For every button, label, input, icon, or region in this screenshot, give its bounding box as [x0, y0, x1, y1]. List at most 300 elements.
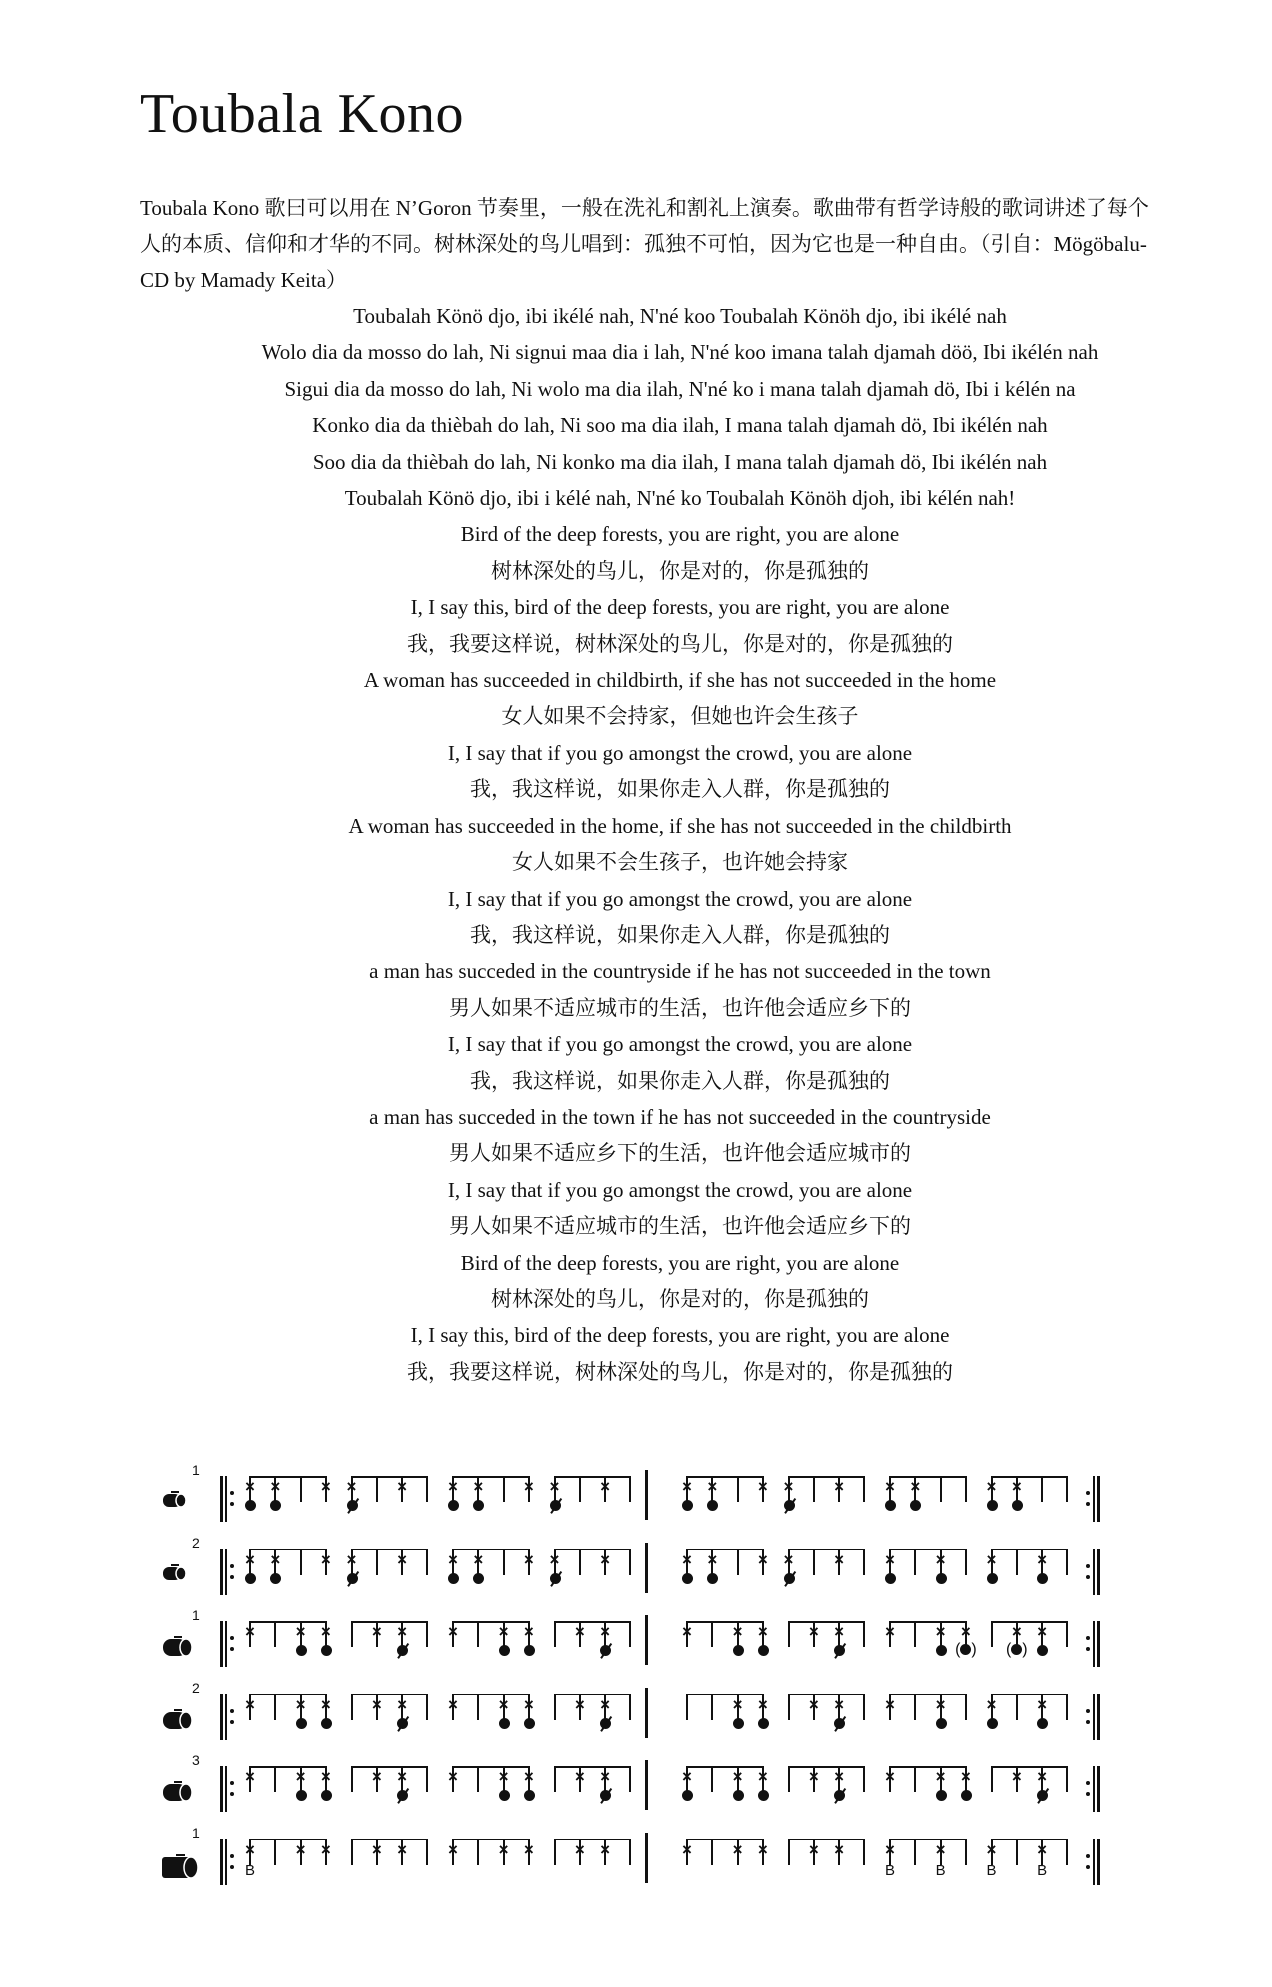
rest-tick — [726, 1549, 750, 1597]
bell-stroke-icon: × — [986, 1477, 997, 1496]
open-tone-icon — [987, 1573, 998, 1584]
rest-tick — [1055, 1621, 1079, 1669]
note — [777, 1549, 801, 1597]
beat-group — [986, 1547, 1068, 1597]
open-tone-icon — [270, 1573, 281, 1584]
note — [314, 1549, 338, 1597]
note — [238, 1621, 262, 1669]
repeat-start-sign — [220, 1766, 232, 1812]
open-tone-icon — [473, 1573, 484, 1584]
rest-tick — [492, 1476, 516, 1524]
rest-tick — [852, 1476, 876, 1524]
bell-stroke-icon: × — [448, 1549, 458, 1569]
rest-tick — [263, 1766, 287, 1814]
note — [238, 1839, 262, 1887]
bell-stroke-icon: × — [834, 1622, 845, 1641]
repeat-end-sign — [1085, 1476, 1101, 1522]
note — [802, 1621, 826, 1669]
rest-tick — [543, 1621, 567, 1669]
bell-stroke-icon: × — [346, 1477, 357, 1496]
open-tone-icon — [1012, 1500, 1023, 1511]
note — [289, 1839, 313, 1887]
rest-tick — [543, 1839, 567, 1887]
beat-group — [682, 1547, 768, 1597]
bass-label: B — [884, 1861, 895, 1879]
open-tone-icon — [321, 1718, 332, 1729]
rest-tick — [618, 1621, 642, 1669]
open-tone-icon — [936, 1645, 947, 1656]
lyric-line: Toubalah Könö djo, ibi ikélé nah, N'né koo Toubalah Könöh djo, ibi ikélé nah — [353, 304, 1007, 328]
beat-group — [352, 1764, 428, 1814]
note — [314, 1476, 338, 1524]
bell-stroke-icon: × — [574, 1767, 585, 1786]
beat-group — [885, 1619, 977, 1669]
rest-tick — [263, 1694, 287, 1742]
beat-group — [245, 1619, 331, 1669]
rest-tick — [1005, 1694, 1029, 1742]
rhythm-row — [150, 1752, 1150, 1825]
rest-tick — [340, 1839, 364, 1887]
note — [675, 1621, 699, 1669]
note — [340, 1549, 364, 1597]
open-tone-icon — [758, 1790, 769, 1801]
beat-group — [885, 1474, 966, 1524]
note — [929, 1839, 953, 1887]
bell-stroke-icon: × — [682, 1549, 692, 1569]
open-tone-icon — [296, 1790, 307, 1801]
note — [878, 1694, 902, 1742]
beat-group — [783, 1474, 865, 1524]
repeat-end-sign — [1085, 1766, 1101, 1812]
rest-tick — [852, 1549, 876, 1597]
bell-stroke-icon: × — [834, 1767, 845, 1786]
note — [726, 1621, 750, 1669]
beat-group — [555, 1837, 631, 1887]
bell-stroke-icon: × — [885, 1839, 895, 1859]
open-tone-icon — [758, 1718, 769, 1729]
open-tone-icon — [707, 1573, 718, 1584]
bell-stroke-icon: × — [245, 1549, 255, 1569]
bell-stroke-icon: × — [448, 1477, 458, 1496]
note — [466, 1549, 490, 1597]
bell-stroke-icon: × — [935, 1767, 946, 1786]
rest-tick — [289, 1476, 313, 1524]
barline — [645, 1833, 648, 1883]
beat-group — [352, 1619, 428, 1669]
open-tone-icon — [524, 1790, 535, 1801]
beat-group — [549, 1547, 631, 1597]
bell-stroke-icon: × — [885, 1477, 895, 1496]
lyric-line: 女人如果不会生孩子，也许她会持家 — [512, 850, 848, 875]
bell-stroke-icon: × — [574, 1694, 585, 1714]
bell-stroke-icon: × — [397, 1839, 408, 1859]
repeat-start-sign — [220, 1549, 232, 1595]
repeat-end-sign — [1085, 1549, 1101, 1595]
note — [441, 1621, 465, 1669]
note — [675, 1476, 699, 1524]
beat-group — [992, 1764, 1068, 1814]
doundoun-icon — [162, 1853, 200, 1884]
note — [517, 1766, 541, 1814]
bell-stroke-icon: × — [808, 1622, 819, 1641]
bell-stroke-icon: × — [523, 1694, 534, 1714]
rest-tick — [466, 1839, 490, 1887]
bell-stroke-icon: × — [371, 1694, 382, 1714]
bell-stroke-icon: × — [986, 1839, 997, 1859]
note — [1030, 1766, 1054, 1814]
bell-stroke-icon: × — [732, 1839, 743, 1859]
rest-tick — [543, 1766, 567, 1814]
beat-group — [352, 1692, 428, 1742]
note — [543, 1476, 567, 1524]
note — [340, 1476, 364, 1524]
muted-tone-icon — [600, 1790, 611, 1801]
note — [441, 1549, 465, 1597]
bell-stroke-icon: × — [549, 1549, 560, 1569]
lyric-line: a man has succeded in the town if he has not succeeded in the countryside — [369, 1104, 991, 1129]
muted-tone-icon — [784, 1500, 795, 1511]
rest-tick — [1055, 1839, 1079, 1887]
bell-stroke-icon: × — [1037, 1839, 1048, 1859]
bell-stroke-icon: × — [682, 1622, 692, 1641]
lyric-line: 我，我要这样说，树林深处的鸟儿，你是对的，你是孤独的 — [407, 1359, 953, 1384]
muted-tone-icon — [600, 1645, 611, 1656]
rest-tick — [340, 1694, 364, 1742]
muted-tone-icon — [347, 1500, 358, 1511]
note — [593, 1476, 617, 1524]
barline — [645, 1760, 648, 1810]
note — [289, 1621, 313, 1669]
note — [238, 1766, 262, 1814]
rest-tick — [263, 1839, 287, 1887]
note — [238, 1476, 262, 1524]
bell-stroke-icon: × — [834, 1839, 845, 1859]
open-tone-icon — [961, 1790, 972, 1801]
rest-tick — [415, 1694, 439, 1742]
beat-group — [555, 1692, 631, 1742]
beat-group — [885, 1692, 966, 1742]
muted-tone-icon — [550, 1573, 561, 1584]
note — [954, 1766, 978, 1814]
rest-tick — [263, 1621, 287, 1669]
lyric-line: 我，我这样说，如果你走入人群，你是孤独的 — [470, 1068, 890, 1093]
note — [827, 1766, 851, 1814]
note — [827, 1839, 851, 1887]
bell-stroke-icon: × — [448, 1767, 458, 1786]
rest-tick — [929, 1476, 953, 1524]
bell-stroke-icon: × — [397, 1694, 408, 1714]
rest-tick — [568, 1549, 592, 1597]
kenkeni-icon — [162, 1563, 188, 1586]
lyric-line: I, I say this, bird of the deep forests, you are right, you are alone — [410, 1323, 950, 1348]
sangban-icon — [162, 1635, 194, 1662]
note — [517, 1476, 541, 1524]
bell-stroke-icon: × — [397, 1549, 408, 1569]
bell-stroke-icon: × — [707, 1477, 718, 1496]
bell-stroke-icon: × — [960, 1622, 971, 1641]
lyric-line: 树林深处的鸟儿，你是对的，你是孤独的 — [491, 1286, 869, 1311]
beat-group — [352, 1837, 428, 1887]
muted-tone-icon — [550, 1500, 561, 1511]
part-number: 1 — [192, 1462, 200, 1478]
bell-stroke-icon: × — [549, 1477, 560, 1496]
bell-stroke-icon: × — [270, 1549, 281, 1569]
note — [238, 1694, 262, 1742]
optional-tone-icon: ( ) — [955, 1641, 977, 1658]
beat-group — [448, 1837, 534, 1887]
note — [441, 1476, 465, 1524]
beat-group — [789, 1764, 865, 1814]
note — [568, 1839, 592, 1887]
open-tone-icon — [885, 1573, 896, 1584]
lyric-line: I, I say that if you go amongst the crowd, you are alone — [447, 740, 913, 765]
repeat-end-sign — [1085, 1621, 1101, 1667]
open-tone-icon — [758, 1645, 769, 1656]
bell-stroke-icon: × — [245, 1767, 255, 1786]
bell-stroke-icon: × — [320, 1839, 331, 1859]
open-tone-icon — [733, 1645, 744, 1656]
rest-tick — [903, 1621, 927, 1669]
bell-stroke-icon: × — [574, 1622, 585, 1641]
muted-tone-icon — [784, 1573, 795, 1584]
rest-tick — [726, 1476, 750, 1524]
bell-stroke-icon: × — [935, 1549, 946, 1569]
bell-stroke-icon: × — [732, 1622, 743, 1641]
rest-tick — [700, 1839, 724, 1887]
bell-stroke-icon: × — [600, 1767, 611, 1786]
rest-tick — [954, 1694, 978, 1742]
note — [263, 1476, 287, 1524]
repeat-end-sign — [1085, 1839, 1101, 1885]
bell-stroke-icon: × — [600, 1549, 611, 1569]
rest-tick — [466, 1621, 490, 1669]
lyric-line: 男人如果不适应城市的生活，也许他会适应乡下的 — [449, 1214, 911, 1239]
rest-tick — [852, 1694, 876, 1742]
part-number: 1 — [192, 1607, 200, 1623]
note — [954, 1621, 978, 1669]
bass-label: B — [935, 1861, 946, 1879]
lyric-line: I, I say that if you go amongst the crowd, you are alone — [447, 886, 913, 911]
note — [492, 1694, 516, 1742]
open-tone-icon — [473, 1500, 484, 1511]
note — [675, 1766, 699, 1814]
note — [365, 1621, 389, 1669]
note — [751, 1621, 775, 1669]
beat-group — [986, 1474, 1068, 1524]
note — [726, 1839, 750, 1887]
open-tone-icon — [936, 1718, 947, 1729]
rest-tick — [777, 1766, 801, 1814]
bell-stroke-icon: × — [245, 1622, 255, 1641]
rest-tick — [618, 1476, 642, 1524]
rest-tick — [1055, 1476, 1079, 1524]
rest-tick — [954, 1549, 978, 1597]
rest-tick — [1005, 1549, 1029, 1597]
note — [700, 1549, 724, 1597]
rhythm-row — [150, 1825, 1150, 1898]
bell-stroke-icon: × — [473, 1549, 484, 1569]
bell-stroke-icon: × — [295, 1694, 306, 1714]
kenkeni-icon — [162, 1490, 188, 1513]
rest-tick — [903, 1694, 927, 1742]
bell-stroke-icon: × — [885, 1549, 895, 1569]
note — [517, 1621, 541, 1669]
bell-stroke-icon: × — [473, 1477, 484, 1496]
beat-group — [687, 1692, 768, 1742]
open-tone-icon — [524, 1645, 535, 1656]
bell-stroke-icon: × — [245, 1477, 255, 1496]
bell-stroke-icon: × — [371, 1839, 382, 1859]
note — [980, 1839, 1004, 1887]
beat-group — [448, 1474, 534, 1524]
bell-stroke-icon: × — [320, 1694, 331, 1714]
barline — [645, 1688, 648, 1738]
bell-stroke-icon: × — [986, 1549, 997, 1569]
bell-stroke-icon: × — [1011, 1477, 1022, 1496]
beat-group — [783, 1547, 865, 1597]
repeat-start-sign — [220, 1476, 232, 1522]
bell-stroke-icon: × — [960, 1767, 971, 1786]
open-tone-icon — [448, 1573, 459, 1584]
rest-tick — [1030, 1476, 1054, 1524]
bell-stroke-icon: × — [448, 1839, 458, 1859]
rest-tick — [903, 1549, 927, 1597]
rest-tick — [903, 1839, 927, 1887]
rest-tick — [1055, 1766, 1079, 1814]
bell-stroke-icon: × — [498, 1767, 509, 1786]
open-tone-icon — [499, 1718, 510, 1729]
beat-group — [448, 1692, 534, 1742]
bell-stroke-icon: × — [270, 1477, 281, 1496]
rhythm-score — [150, 1462, 1150, 1897]
note — [726, 1694, 750, 1742]
bell-stroke-icon: × — [574, 1839, 585, 1859]
note — [466, 1476, 490, 1524]
note — [390, 1694, 414, 1742]
lyric-line: 我，我这样说，如果你走入人群，你是孤独的 — [470, 922, 890, 947]
note — [878, 1839, 902, 1887]
beat-group — [448, 1619, 534, 1669]
note — [980, 1476, 1004, 1524]
lyric-line: I, I say this, bird of the deep forests, you are right, you are alone — [410, 595, 950, 620]
note — [492, 1766, 516, 1814]
open-tone-icon — [1037, 1573, 1048, 1584]
bell-stroke-icon: × — [1037, 1549, 1048, 1569]
barline — [645, 1543, 648, 1593]
lyric-line: Wolo dia da mosso do lah, Ni signui maa dia i lah, N'né koo imana talah djamah döö, Ibi ikélén nah — [261, 340, 1099, 365]
bass-label: B — [1037, 1861, 1048, 1879]
rest-tick — [700, 1621, 724, 1669]
rhythm-row — [150, 1462, 1150, 1535]
rest-tick — [340, 1621, 364, 1669]
lyric-line: 男人如果不适应乡下的生活，也许他会适应城市的 — [449, 1141, 911, 1166]
note — [751, 1694, 775, 1742]
note — [314, 1839, 338, 1887]
rest-tick — [340, 1766, 364, 1814]
beat-group — [448, 1764, 534, 1814]
lyric-line: Sigui dia da mosso do lah, Ni wolo ma dia ilah, N'né ko i mana talah djamah dö, Ibi i kélén na — [284, 376, 1076, 401]
bell-stroke-icon: × — [732, 1767, 743, 1786]
note — [726, 1766, 750, 1814]
note — [314, 1621, 338, 1669]
open-tone-icon — [270, 1500, 281, 1511]
open-tone-icon — [936, 1790, 947, 1801]
bell-stroke-icon: × — [371, 1622, 382, 1641]
rest-tick — [903, 1766, 927, 1814]
bell-stroke-icon: × — [1037, 1767, 1048, 1786]
rest-tick — [777, 1694, 801, 1742]
note — [390, 1621, 414, 1669]
note — [517, 1839, 541, 1887]
open-tone-icon — [682, 1500, 693, 1511]
muted-tone-icon — [397, 1790, 408, 1801]
bell-stroke-icon: × — [346, 1549, 357, 1569]
note — [675, 1549, 699, 1597]
rest-tick — [980, 1621, 1004, 1669]
part-number: 2 — [192, 1679, 200, 1696]
bell-stroke-icon: × — [600, 1477, 611, 1496]
note — [390, 1476, 414, 1524]
rhythm-row — [150, 1607, 1150, 1680]
beat-group — [555, 1619, 631, 1669]
beat-group — [885, 1547, 966, 1597]
note — [289, 1694, 313, 1742]
rest-tick — [365, 1476, 389, 1524]
note — [1030, 1694, 1054, 1742]
lyric-line: Bird of the deep forests, you are right, you are alone — [460, 1250, 900, 1275]
beat-group — [885, 1764, 971, 1814]
bell-stroke-icon: × — [523, 1839, 534, 1859]
bell-stroke-icon: × — [600, 1839, 611, 1859]
part-number: 3 — [192, 1752, 200, 1768]
repeat-start-sign — [220, 1839, 232, 1885]
bell-stroke-icon: × — [707, 1549, 718, 1569]
bell-stroke-icon: × — [245, 1839, 255, 1859]
lyric-line: 树林深处的鸟儿，你是对的，你是孤独的 — [491, 558, 869, 583]
lyric-line: Soo dia da thièbah do lah, Ni konko ma dia ilah, I mana talah djamah dö, Ibi ikélén nah — [312, 449, 1048, 474]
bell-stroke-icon: × — [682, 1477, 692, 1496]
bell-stroke-icon: × — [986, 1694, 997, 1714]
lyric-line: Toubalah Könö djo, ibi i kélé nah, N'né ko Toubalah Könöh djoh, ibi kélén nah! — [344, 486, 1016, 511]
bell-stroke-icon: × — [245, 1694, 255, 1714]
open-tone-icon — [682, 1790, 693, 1801]
bell-stroke-icon: × — [320, 1477, 331, 1496]
note — [568, 1694, 592, 1742]
barline — [645, 1615, 648, 1665]
bell-stroke-icon: × — [808, 1767, 819, 1786]
sangban-icon — [162, 1780, 194, 1807]
rest-tick — [954, 1839, 978, 1887]
muted-tone-icon — [600, 1718, 611, 1729]
bell-stroke-icon: × — [523, 1477, 534, 1496]
bell-stroke-icon: × — [1011, 1622, 1022, 1641]
note — [390, 1549, 414, 1597]
note — [802, 1766, 826, 1814]
rest-tick — [1005, 1839, 1029, 1887]
rest-tick — [618, 1549, 642, 1597]
note — [314, 1694, 338, 1742]
note — [365, 1766, 389, 1814]
bell-stroke-icon: × — [757, 1477, 768, 1496]
rest-tick — [466, 1766, 490, 1814]
bell-stroke-icon: × — [757, 1549, 768, 1569]
rest-tick — [1055, 1694, 1079, 1742]
lyric-line: 男人如果不适应城市的生活，也许他会适应乡下的 — [449, 995, 911, 1020]
rest-tick — [802, 1476, 826, 1524]
bell-stroke-icon: × — [1037, 1694, 1048, 1714]
beat-group — [346, 1474, 428, 1524]
bell-stroke-icon: × — [808, 1694, 819, 1714]
